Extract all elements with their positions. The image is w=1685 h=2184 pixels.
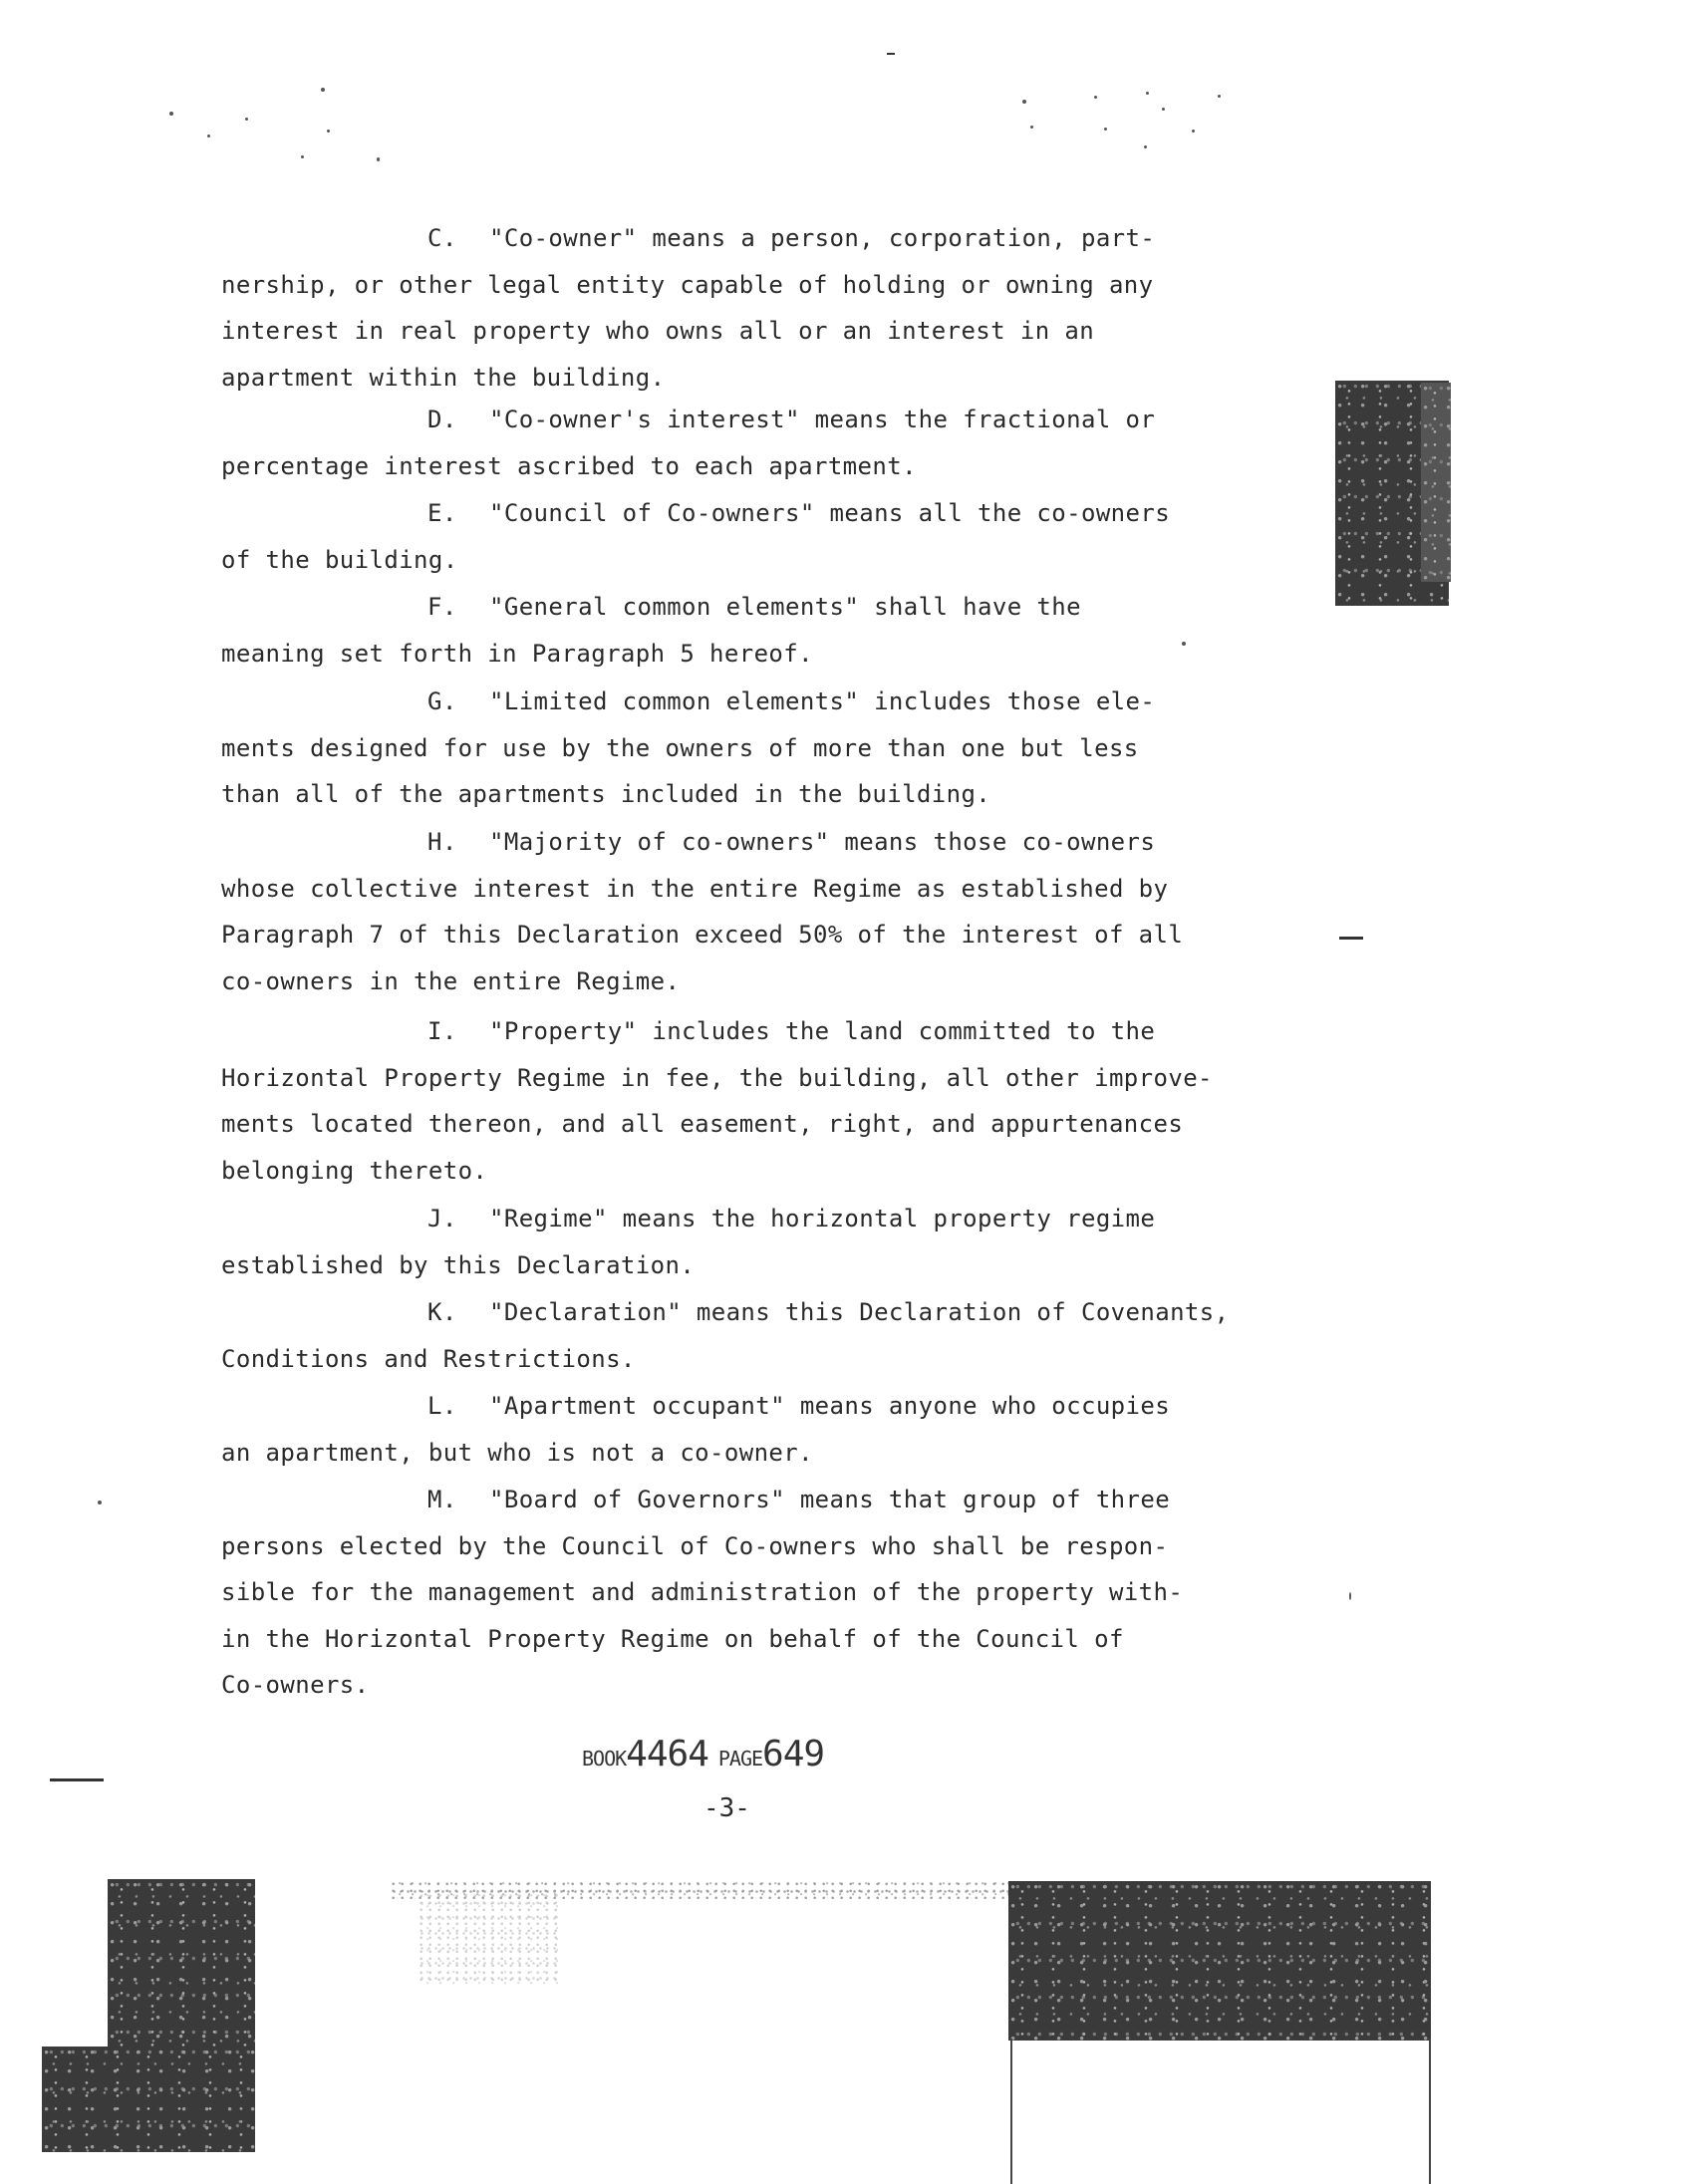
scan-speck	[1104, 128, 1107, 131]
definition-e	[221, 490, 1228, 583]
definition-letter: L.	[427, 1392, 457, 1420]
scan-speck	[1218, 95, 1221, 98]
definition-first-line	[221, 819, 1228, 866]
definition-text: "General common elements" shall have the	[489, 593, 1081, 621]
definition-text: "Declaration" means this Declaration of Covenants,	[489, 1298, 1230, 1326]
scan-speck	[1094, 96, 1097, 99]
page-stamp-number: 649	[762, 1734, 825, 1774]
definition-first-line	[221, 1008, 1228, 1055]
definition-line: whose collective interest in the entire Regime as established by	[221, 874, 1169, 903]
scan-noise-bottom-center-patch	[419, 1893, 558, 1985]
scan-blot-right-margin-edge	[1421, 383, 1451, 582]
scan-speck	[1146, 92, 1149, 95]
definition-line: meaning set forth in Paragraph 5 hereof.	[221, 639, 813, 668]
definition-text: "Board of Governors" means that group of three	[489, 1486, 1171, 1513]
definition-line: nership, or other legal entity capable of holding or owning any	[221, 270, 1154, 299]
definition-line: than all of the apartments included in the building.	[221, 780, 991, 808]
definition-line: ments designed for use by the owners of more than one but less	[221, 733, 1139, 762]
definition-line: persons elected by the Council of Co-owners who shall be respon-	[221, 1531, 1169, 1560]
definition-d	[221, 397, 1228, 489]
scan-blot-bottom-right	[1008, 1881, 1431, 2041]
definition-text: "Majority of co-owners" means those co-owners	[489, 828, 1156, 856]
definition-first-line	[221, 1477, 1228, 1523]
definition-first-line	[221, 679, 1228, 725]
definition-text: "Co-owner" means a person, corporation, part-	[489, 224, 1156, 252]
definition-line: ments located thereon, and all easement, right, and appurtenances	[221, 1110, 1184, 1138]
scan-speck	[301, 155, 304, 158]
scan-speck	[1192, 130, 1195, 133]
scan-speck	[1162, 108, 1165, 111]
scan-speck	[98, 1501, 102, 1504]
book-page-stamp	[582, 1734, 834, 1774]
definition-l	[221, 1383, 1228, 1476]
definition-first-line	[221, 1196, 1228, 1242]
definition-text: "Limited common elements" includes those ele-	[489, 687, 1156, 715]
definition-letter: J.	[427, 1205, 457, 1232]
definition-line: established by this Declaration.	[221, 1250, 696, 1279]
definition-first-line	[221, 584, 1228, 631]
definition-text: "Regime" means the horizontal property regime	[489, 1205, 1156, 1232]
definition-first-line	[221, 1383, 1228, 1430]
definition-h	[221, 819, 1228, 1004]
definition-line: Conditions and Restrictions.	[221, 1344, 636, 1373]
definition-k	[221, 1289, 1228, 1382]
scan-speck	[327, 130, 330, 133]
definition-line: an apartment, but who is not a co-owner.	[221, 1438, 813, 1467]
scan-blot-bottom-left-lower	[42, 2047, 255, 2152]
definition-letter: C.	[427, 224, 457, 252]
page-number: -3-	[703, 1793, 750, 1823]
scan-speck	[207, 135, 210, 137]
scan-speck	[321, 88, 325, 92]
definition-first-line	[221, 215, 1228, 262]
definition-j	[221, 1196, 1228, 1288]
definition-line: interest in real property who owns all or an interest in an	[221, 317, 1095, 345]
scan-speck	[245, 118, 248, 121]
definition-line: Co-owners.	[221, 1671, 370, 1699]
definition-f	[221, 584, 1228, 677]
definition-letter: G.	[427, 687, 457, 715]
definition-m	[221, 1477, 1228, 1709]
definition-text: "Council of Co-owners" means all the co-owners	[489, 499, 1171, 527]
definition-letter: E.	[427, 499, 457, 527]
scan-dash	[50, 1778, 104, 1781]
definition-letter: D.	[427, 406, 457, 433]
definition-letter: M.	[427, 1486, 457, 1513]
definition-letter: H.	[427, 828, 457, 856]
definition-g	[221, 679, 1228, 818]
definition-line: of the building.	[221, 545, 458, 574]
definition-text: "Property" includes the land committed to the	[489, 1017, 1156, 1045]
definition-line: apartment within the building.	[221, 363, 666, 392]
page-label: PAGE	[717, 1747, 763, 1771]
definition-line: Paragraph 7 of this Declaration exceed 50% of the interest of all	[221, 921, 1184, 949]
definition-first-line	[221, 490, 1228, 537]
definition-line: belonging thereto.	[221, 1156, 488, 1185]
definition-letter: K.	[427, 1298, 457, 1326]
scan-speck	[377, 157, 380, 161]
scan-speck	[1144, 145, 1147, 148]
definition-letter: F.	[427, 593, 457, 621]
definition-line: in the Horizontal Property Regime on behalf of the Council of	[221, 1624, 1124, 1653]
scan-dash	[1339, 937, 1363, 940]
definition-first-line	[221, 1289, 1228, 1336]
definition-text: "Apartment occupant" means anyone who occupies	[489, 1392, 1171, 1420]
scan-speck	[1030, 126, 1033, 129]
scan-dash	[887, 53, 895, 55]
definition-line: co-owners in the entire Regime.	[221, 966, 681, 995]
definition-line: percentage interest ascribed to each apartment.	[221, 451, 917, 480]
definition-first-line	[221, 397, 1228, 443]
scan-speck	[1349, 1592, 1351, 1600]
scan-speck	[1022, 100, 1026, 104]
book-label: BOOK	[582, 1747, 627, 1771]
definition-i	[221, 1008, 1228, 1194]
definition-text: "Co-owner's interest" means the fractional or	[489, 406, 1156, 433]
book-number: 4464	[626, 1734, 708, 1774]
scan-blot-bottom-left-upper	[108, 1879, 255, 2048]
scan-box-bottom-right	[1010, 2039, 1431, 2184]
scan-speck	[169, 112, 173, 116]
definition-line: sible for the management and administration of the property with-	[221, 1578, 1184, 1606]
definition-line: Horizontal Property Regime in fee, the building, all other improve-	[221, 1063, 1213, 1092]
definition-letter: I.	[427, 1017, 457, 1045]
definition-c	[221, 215, 1228, 401]
